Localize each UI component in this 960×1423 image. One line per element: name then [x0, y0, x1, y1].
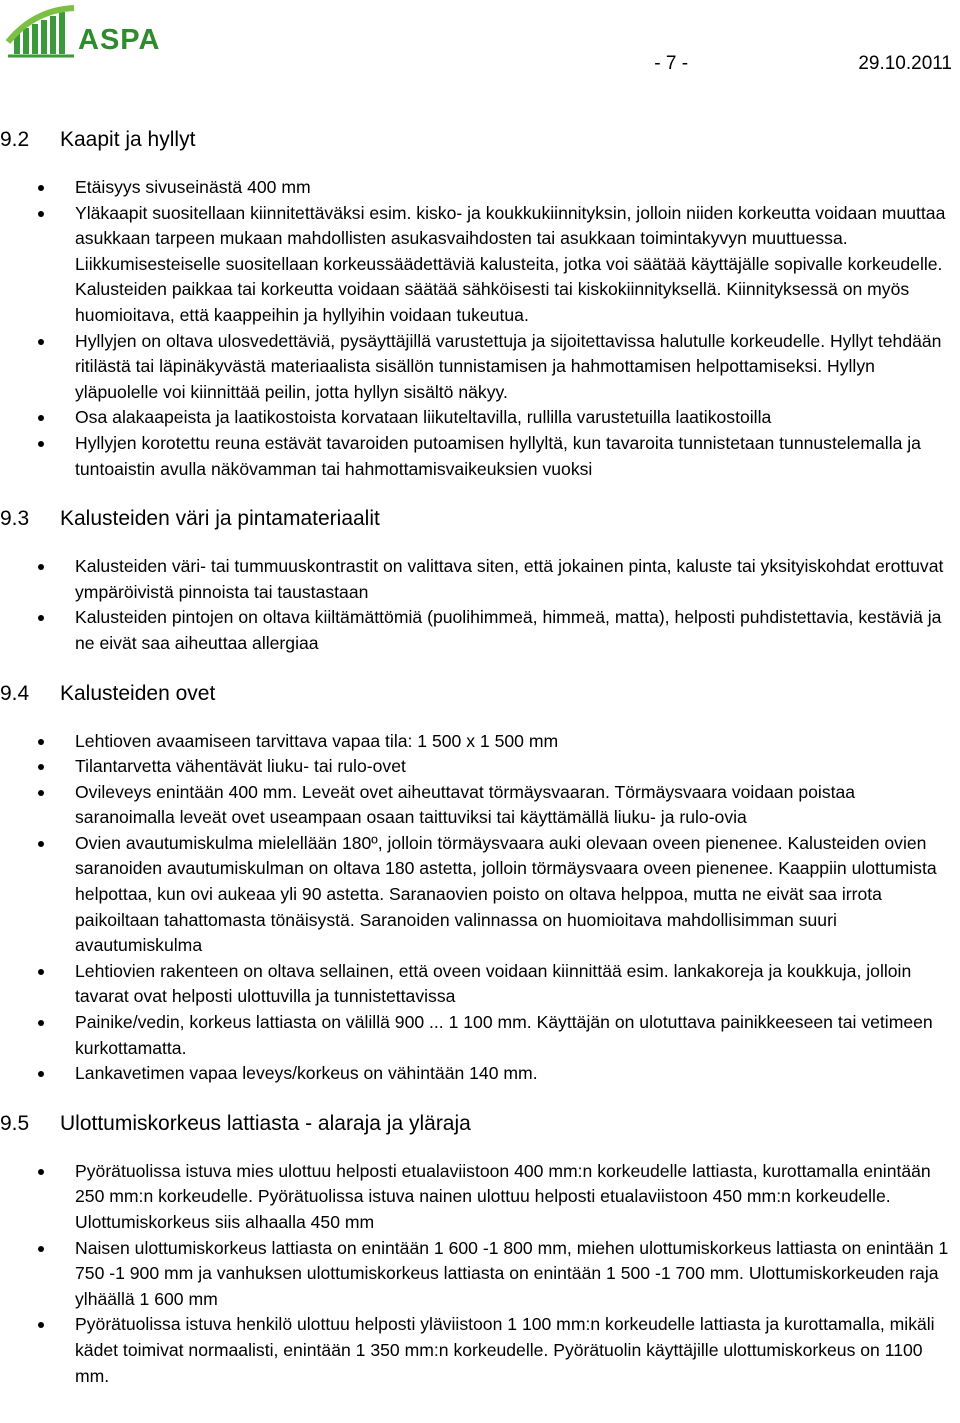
list-item: Lehtioven avaamiseen tarvittava vapaa tila: 1 500 x 1 500 mm: [0, 729, 960, 755]
section-heading: [0, 504, 960, 534]
section-number: 9.2: [0, 128, 30, 151]
list-item: Hyllyjen korotettu reuna estävät tavaroiden putoamisen hyllyltä, kun tavaroita tunnistetaan tunnustelemalla ja tuntoaistin avulla näkövamman tai hahmottamisvaikeuksien vuoksi: [0, 431, 960, 482]
section-9-2: [0, 125, 960, 482]
section-heading: [0, 125, 960, 155]
list-item: Hyllyjen on oltava ulosvedettäviä, pysäyttäjillä varustettuja ja sijoitettavissa halutulle korkeudelle. Hyllyt tehdään ritilästä tai läpinäkyvästä materiaalista sisällön tunnistamisen ja hahmottamisen helpottamiseksi. Hyllyn yläpuolelle voi kiinnittää peilin, jotta hyllyn sisältö näkyy.: [0, 329, 960, 406]
section-number: 9.3: [0, 507, 30, 531]
bullet-list: [0, 729, 960, 1087]
list-item: Pyörätuolissa istuva mies ulottuu helposti etualaviistoon 400 mm:n korkeudelle lattiasta, kurottamalla enintään 250 mm:n korkeudelle. Pyörätuolissa istuva nainen ulottuu helposti etualaviistoon 450 mm:n korkeudelle. Ulottumiskorkeus siis alhaalla 450 mm: [0, 1159, 960, 1236]
list-item: Ovien avautumiskulma mielellään 180º, jolloin törmäysvaara auki olevaan oveen pienenee. Kalusteiden ovien saranoiden avautumiskulman on oltava 180 astetta, jolloin törmäysvaara oveen pienenee. Kaappiin ulottumista helpottaa, kun ovi aukeaa yli 90 astetta. Saranaovien poisto on oltava helppoa, mutta ne eivät saa irrota paikoiltaan tahattomasta tönäisystä. Saranoiden valinnassa on huomioitava mahdollisimman suuri avautumiskulma: [0, 831, 960, 959]
list-item: Pyörätuolissa istuva henkilö ulottuu helposti yläviistoon 1 100 mm:n korkeudelle lattiasta ja kurottamalla, mikäli kädet toimivat normaalisti, enintään 1 350 mm:n korkeudelle. Pyörätuolin käyttäjille ulottumiskorkeus on 1100 mm.: [0, 1312, 960, 1389]
page-header: [654, 53, 952, 75]
logo-mark-icon: [4, 2, 78, 64]
section-title: Kalusteiden väri ja pintamateriaalit: [60, 507, 380, 531]
list-item: Painike/vedin, korkeus lattiasta on välillä 900 ... 1 100 mm. Käyttäjän on ulotuttava painikkeeseen tai vetimeen kurkottamatta.: [0, 1010, 960, 1061]
list-item: Kalusteiden väri- tai tummuuskontrastit on valittava siten, että jokainen pinta, kaluste tai yksityiskohdat erottuvat ympäröivistä pinnoista tai taustastaan: [0, 554, 960, 605]
list-item: Lehtiovien rakenteen on oltava sellainen, että oveen voidaan kiinnittää esim. lankakoreja ja koukkuja, jolloin tavarat ovat helposti ulottuvilla ja tunnistettavissa: [0, 959, 960, 1010]
document-body: [0, 125, 960, 1389]
section-9-5: [0, 1109, 960, 1389]
list-item: Osa alakaapeista ja laatikostoista korvataan liikuteltavilla, rullilla varustetuilla laatikostoilla: [0, 405, 960, 431]
section-title: Kaapit ja hyllyt: [60, 128, 196, 151]
section-title: Kalusteiden ovet: [60, 681, 216, 705]
bullet-list: [0, 175, 960, 482]
bullet-list: [0, 554, 960, 656]
list-item: Ovileveys enintään 400 mm. Leveät ovet aiheuttavat törmäysvaaran. Törmäysvaara voidaan poistaa saranoimalla leveät ovet useampaan osaan taittuviksi tai käyttämällä liuku- ja rulo-ovia: [0, 780, 960, 831]
section-heading: [0, 1109, 960, 1139]
logo-text: ASPA: [78, 24, 161, 56]
list-item: Naisen ulottumiskorkeus lattiasta on enintään 1 600 -1 800 mm, miehen ulottumiskorkeus lattiasta on enintään 1 750 -1 900 mm ja vanhuksen ulottumiskorkeus lattiasta on enintään 1 500 -1 700 mm. Ulottumiskorkeuden raja ylhäällä 1 600 mm: [0, 1236, 960, 1313]
section-title: Ulottumiskorkeus lattiasta - alaraja ja yläraja: [60, 1111, 471, 1135]
section-9-4: [0, 679, 960, 1087]
list-item: Etäisyys sivuseinästä 400 mm: [0, 175, 960, 201]
aspa-logo: [4, 2, 161, 66]
list-item: Yläkaapit suositellaan kiinnitettäväksi esim. kisko- ja koukkukiinnityksin, jolloin niiden korkeutta voidaan muuttaa asukkaan tarpeen mukaan mahdollisten asukasvaihdosten tai asukkaan toimintakyvyn muuttuessa. Liikkumisesteiselle suositellaan korkeussäädettäviä kalusteita, jotka voi säätää käyttäjälle sopivalle korkeudelle. Kalusteiden paikkaa tai korkeutta voidaan säätää sähköisesti tai kiskokiinnityksellä. Kiinnityksessä on myös huomioitava, että kaappeihin ja hyllyihin voidaan tukeutua.: [0, 201, 960, 329]
document-date: 29.10.2011: [858, 53, 952, 74]
section-number: 9.5: [0, 1111, 30, 1135]
section-number: 9.4: [0, 681, 30, 705]
section-9-3: [0, 504, 960, 656]
list-item: Kalusteiden pintojen on oltava kiiltämättömiä (puolihimmeä, himmeä, matta), helposti puhdistettavia, kestäviä ja ne eivät saa aiheuttaa allergiaa: [0, 605, 960, 656]
page-number: - 7 -: [654, 53, 689, 74]
list-item: Tilantarvetta vähentävät liuku- tai rulo-ovet: [0, 754, 960, 780]
bullet-list: [0, 1159, 960, 1389]
list-item: Lankavetimen vapaa leveys/korkeus on vähintään 140 mm.: [0, 1061, 960, 1087]
section-heading: [0, 679, 960, 709]
